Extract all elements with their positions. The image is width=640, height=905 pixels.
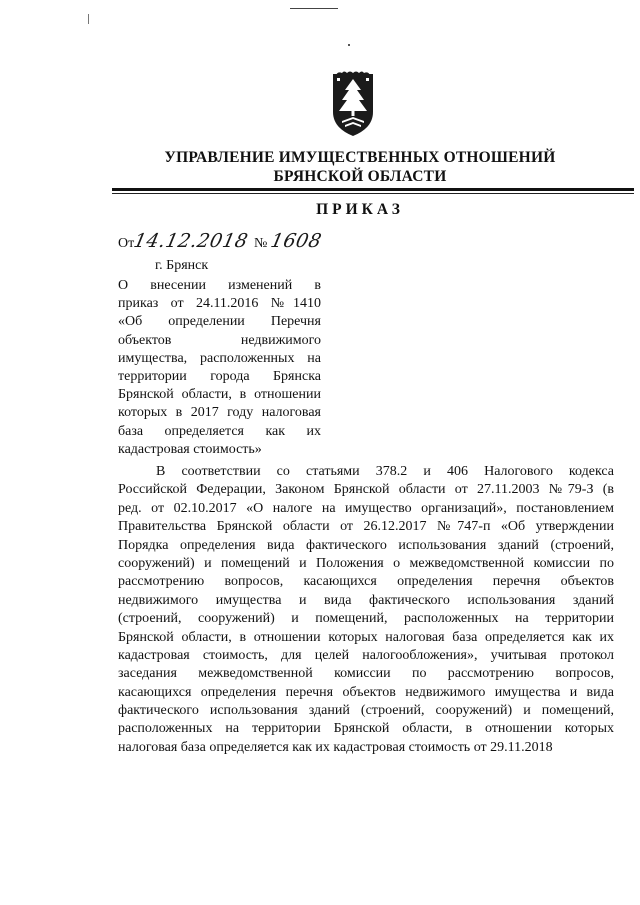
subject-line: база определяется как их	[118, 423, 321, 439]
subject-line: О внесении изменений в	[118, 278, 321, 293]
body-line: налоговая база определяется как их кадастровая стоимость от 29.11.2018	[118, 739, 553, 755]
subject-line: имущества, расположенных на	[118, 350, 321, 366]
subject-line: объектов недвижимого	[118, 332, 321, 348]
organization-name-line-2: БРЯНСКОЙ ОБЛАСТИ	[273, 168, 447, 185]
subject-line: «Об определении Перечня	[118, 314, 321, 330]
scan-artifact	[290, 8, 338, 9]
body-line: В соответствии со статьями 378.2 и 406 Налогового кодекса	[156, 464, 614, 479]
scan-artifact	[348, 44, 350, 46]
date-prefix: От	[118, 236, 135, 251]
body-line: кадастровая стоимость, для целей налогообложения», учитывая протокол	[118, 647, 614, 663]
document-type-title: ПРИКАЗ	[316, 201, 404, 218]
header-divider-thin	[112, 193, 634, 194]
subject-line: которых в 2017 году налоговая	[118, 405, 321, 421]
body-line: сооружений) и помещений и Положения о межведомственной комиссии по	[118, 555, 614, 571]
header-divider	[112, 188, 634, 191]
order-body-paragraph	[118, 463, 614, 757]
body-line: заседания межведомственной комиссии по рассмотрению вопросов,	[118, 666, 614, 682]
subject-line: территории города Брянска	[118, 368, 321, 384]
scan-artifact	[88, 14, 89, 24]
order-subject	[118, 277, 321, 459]
date-number-line	[118, 230, 325, 254]
body-line: Брянской области, в отношении которых налоговая база определяется как их	[118, 629, 614, 645]
subject-line: кадастровая стоимость»	[118, 441, 262, 457]
body-line: недвижимого имущества и вида фактического использования зданий	[118, 592, 614, 608]
handwritten-date: 14.12.2018	[131, 230, 251, 252]
bryansk-coat-of-arms-icon	[330, 70, 376, 138]
subject-line: Брянской области, в отношении	[118, 387, 321, 403]
subject-line: приказ от 24.11.2016 №1410	[118, 296, 321, 312]
organization-name-line-1: УПРАВЛЕНИЕ ИМУЩЕСТВЕННЫХ ОТНОШЕНИЙ	[164, 149, 556, 166]
body-line: Порядка определения вида фактического использования зданий (строений,	[118, 537, 614, 553]
body-line: касающихся определения перечня объектов недвижимого имущества и вида	[118, 684, 614, 700]
body-line: ред. от 02.10.2017 «О налоге на имущество организаций», постановлением	[118, 500, 614, 516]
body-line: (строений, сооружений) и помещений, расположенных на территории	[118, 611, 614, 627]
number-label: №	[254, 236, 268, 251]
body-line: рассмотрению вопросов, касающихся определения перечня объектов	[118, 574, 614, 590]
handwritten-number: 1608	[269, 230, 325, 252]
body-line: Правительства Брянской области от 26.12.2017 №747-п «Об утверждении	[118, 519, 614, 535]
body-line: фактического использования зданий (строений, сооружений) и помещений,	[118, 703, 614, 719]
body-line: расположенных на территории Брянской области, в отношении которых	[118, 721, 614, 737]
city: г. Брянск	[155, 258, 209, 273]
body-line: Российской Федерации, Законом Брянской области от 27.11.2003 №79-З (в	[118, 482, 614, 498]
